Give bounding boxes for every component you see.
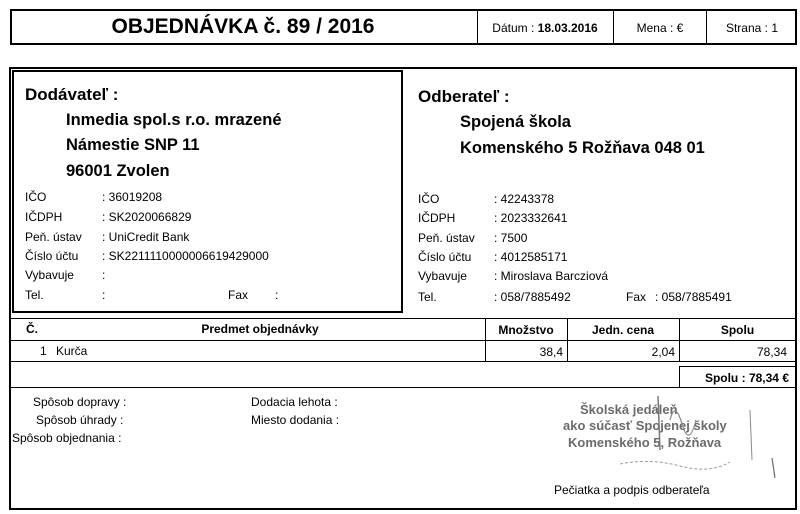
date-label: Dátum : [492,21,535,35]
supplier-fax-value: : [275,288,279,302]
stamp-line: Školská jedáleň [580,402,678,417]
customer-field-value: : 42243378 [494,192,555,206]
customer-field-label: IČDPH [418,211,456,225]
supplier-fax-label: Fax [228,288,249,302]
currency-label: Mena : [636,21,674,35]
customer-field-label: Peň. ústav [418,231,475,245]
sum-label: Spolu : [704,371,746,385]
row-item: Kurča [56,344,88,358]
col-header-num: Č. [26,322,38,336]
customer-field-value: : 7500 [494,231,528,245]
page-title: OBJEDNÁVKA č. 89 / 2016 [111,15,375,38]
signature-label: Pečiatka a podpis odberateľa [554,483,710,497]
customer-tel-value: : 058/7885492 [494,290,571,304]
supplier-field-value: : 36019208 [102,190,163,204]
customer-heading: Odberateľ : [418,87,510,106]
row-num: 1 [40,344,47,358]
customer-address: Komenského 5 Rožňava 048 01 [460,139,705,157]
supplier-field-value: : SK2211110000006619429000 [102,249,269,263]
supplier-tel-label: Tel. [25,288,44,302]
supplier-street: Námestie SNP 11 [66,136,200,154]
row-total: 78,34 [756,345,787,359]
supplier-field-label: IČDPH [25,210,63,224]
supplier-name: Inmedia spol.s r.o. mrazené [66,111,282,129]
currency-value: € [676,21,684,35]
customer-field-label: Číslo účtu [418,250,472,264]
sum-value: 78,34 € [748,371,789,385]
supplier-field-value: : UniCredit Bank [102,230,190,244]
ordering-label: Spôsob objednania : [12,431,122,445]
page-number-field [709,21,795,35]
supplier-heading: Dodávateľ : [25,85,119,104]
customer-field-value: : 4012585171 [494,250,568,264]
stamp-line: ako súčasť Spojenej školy [563,418,727,433]
supplier-field-label: Vybavuje [25,268,74,282]
signature-mark [600,390,800,480]
supplier-city: 96001 Zvolen [66,162,170,180]
customer-fax-value: : 058/7885491 [655,290,732,304]
currency-field [616,21,704,35]
customer-field-label: IČO [418,192,440,206]
customer-name: Spojená škola [460,113,571,131]
date-field [480,21,610,35]
col-header-total: Spolu [720,323,755,337]
page-value: 1 [771,21,779,35]
date-value: 18.03.2016 [537,21,598,35]
col-header-qty: Množstvo [498,323,554,337]
stamp-line: Komenského 5, Rožňava [568,435,722,450]
supplier-field-value: : SK2020066829 [102,210,192,224]
customer-field-value: : 2023332641 [494,211,568,225]
delivery-place-label: Miesto dodania : [251,413,340,427]
supplier-field-label: IČO [25,190,47,204]
supplier-field-label: Číslo účtu [25,249,79,263]
supplier-tel-value: : [102,288,106,302]
customer-fax-label: Fax [626,290,647,304]
supplier-field-value: : [102,268,106,282]
row-qty: 38,4 [539,345,563,359]
transport-label: Spôsob dopravy : [33,395,127,409]
supplier-field-label: Peň. ústav [25,230,82,244]
sum-total [682,371,789,385]
customer-field-label: Vybavuje [418,269,467,283]
row-unit-price: 2,04 [651,345,675,359]
payment-label: Spôsob úhrady : [36,413,124,427]
customer-tel-label: Tel. [418,290,437,304]
customer-field-value: : Miroslava Barcziová [494,269,609,283]
page-label: Strana : [725,21,768,35]
col-header-unit-price: Jedn. cena [591,323,655,337]
col-header-item: Predmet objednávky [201,322,319,336]
delivery-term-label: Dodacia lehota : [251,395,338,409]
